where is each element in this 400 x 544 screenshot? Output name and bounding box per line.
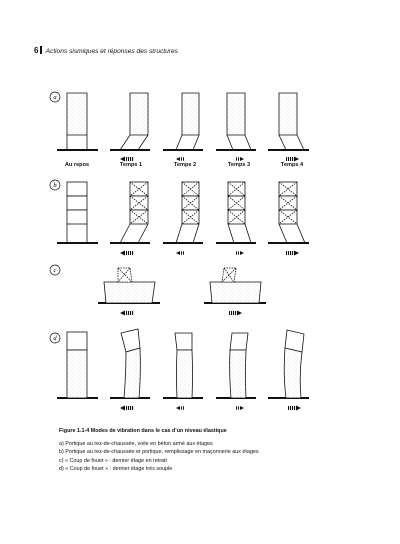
figure-caption xyxy=(59,427,379,473)
frame-c-right xyxy=(210,268,261,303)
arrows-row-b xyxy=(120,251,299,256)
svg-text:b: b xyxy=(53,182,57,189)
label-temps-1: Temps 1 xyxy=(119,162,143,168)
row-label-d xyxy=(50,333,60,343)
frame-b-t2 xyxy=(176,182,199,243)
frame-b-t3 xyxy=(228,182,251,243)
row-a xyxy=(57,93,309,168)
caption-line-d: d) « Coup de fouet » : dernier étage très souple xyxy=(59,465,173,472)
arrow-left-large-icon xyxy=(120,157,133,162)
svg-text:d: d xyxy=(53,335,57,342)
row-label-b xyxy=(50,180,60,190)
label-temps-2: Temps 2 xyxy=(173,162,197,168)
arrows-row-a xyxy=(120,157,299,162)
frame-a-t2 xyxy=(176,93,199,150)
arrows-row-c xyxy=(120,311,242,316)
arrow-right-large-icon xyxy=(288,406,301,411)
row-b xyxy=(57,182,309,256)
caption-line-b: b) Portique au rez-de-chaussée et portique, remplissage en maçonnerie aux étages xyxy=(59,449,259,456)
frame-d-t2 xyxy=(175,333,193,398)
label-temps-3: Temps 3 xyxy=(227,162,251,168)
page-number: 6 xyxy=(34,46,39,55)
frame-a-t4 xyxy=(279,93,304,150)
svg-text:a: a xyxy=(53,94,57,101)
caption-title: Figure 1.1-4 Modes de vibration dans le cas d’un niveau élastique xyxy=(59,428,227,434)
row-c xyxy=(98,268,266,316)
arrow-right-small-icon xyxy=(236,157,244,161)
running-title: Actions sismiques et réponses des structures xyxy=(45,48,178,55)
frame-b-t1 xyxy=(120,182,148,243)
arrow-right-small-icon xyxy=(236,251,244,255)
caption-line-a: a) Portique au rez-de-chaussée, voile en béton armé aux étages xyxy=(59,441,213,448)
arrow-right-large-icon xyxy=(286,157,299,162)
arrow-left-small-icon xyxy=(176,157,184,161)
arrow-right-large-icon xyxy=(229,311,242,316)
frame-b-rest xyxy=(67,182,87,243)
row-d xyxy=(57,329,309,411)
frame-d-rest xyxy=(67,332,87,398)
arrow-left-large-icon xyxy=(120,311,133,316)
label-temps-4: Temps 4 xyxy=(280,162,304,168)
frame-d-t1 xyxy=(121,329,140,398)
frame-d-t3 xyxy=(230,333,248,398)
frame-d-t4 xyxy=(284,330,304,398)
arrow-right-large-icon xyxy=(286,251,299,256)
arrow-left-large-icon xyxy=(120,406,133,411)
arrow-left-large-icon xyxy=(120,251,133,256)
arrows-row-d xyxy=(120,406,301,411)
arrow-right-small-icon xyxy=(236,406,244,410)
label-au-repos: Au repos xyxy=(64,162,90,168)
row-label-c xyxy=(50,265,60,275)
caption-line-c: c) « Coup de fouet » : dernier étage en retrait xyxy=(59,457,167,464)
frame-c-left xyxy=(104,268,155,303)
frame-a-t1 xyxy=(120,93,148,150)
arrow-left-small-icon xyxy=(176,251,184,255)
row-label-a xyxy=(50,92,60,102)
frame-b-t4 xyxy=(279,182,305,243)
frame-a-rest xyxy=(67,93,87,150)
frame-a-t3 xyxy=(227,93,251,150)
svg-text:c: c xyxy=(53,267,57,274)
arrow-left-small-icon xyxy=(176,406,184,410)
